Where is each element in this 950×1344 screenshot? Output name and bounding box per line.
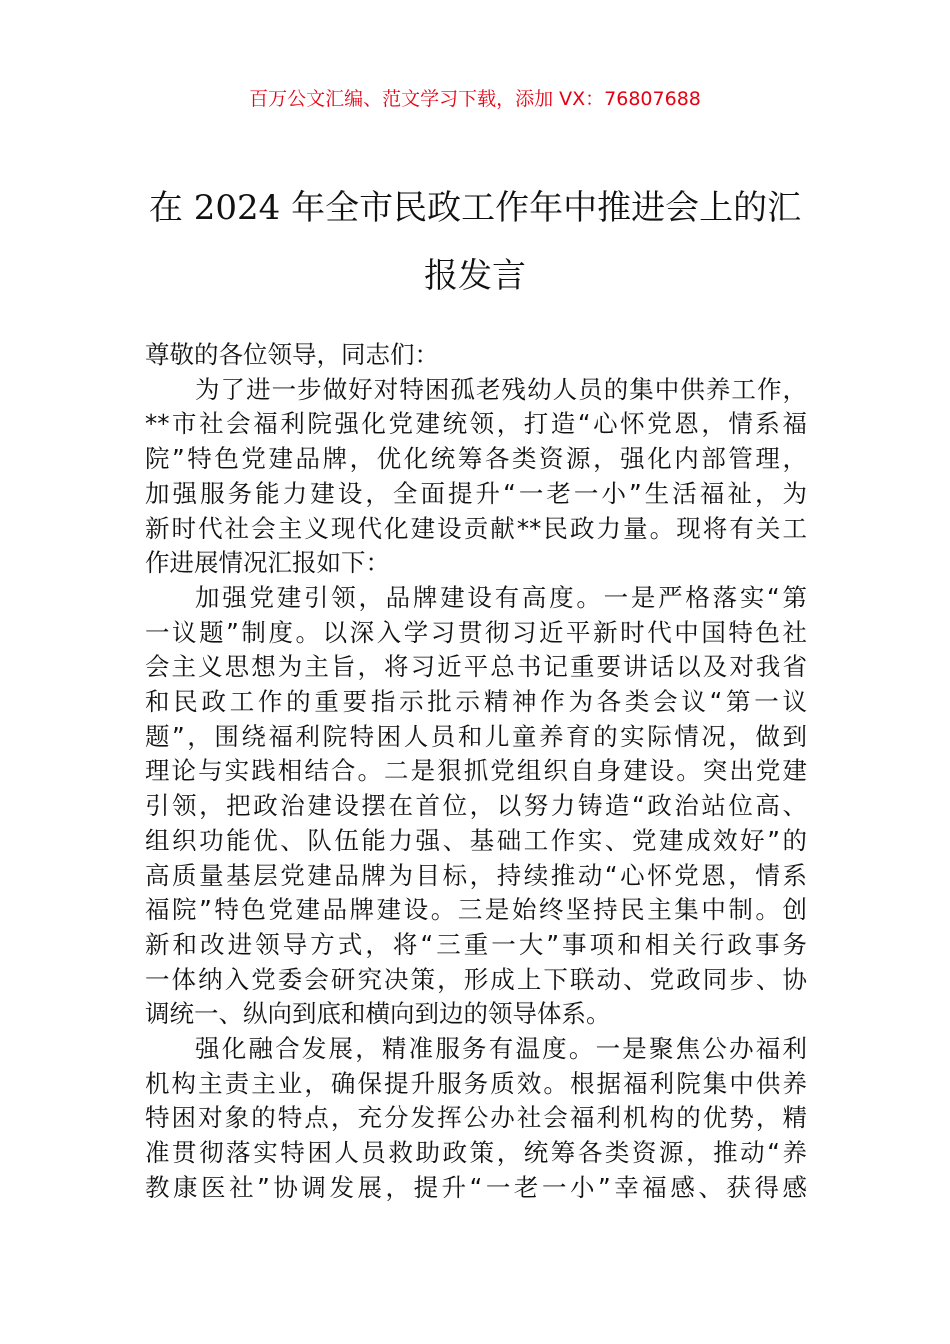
paragraph-line: 一议题”制度。以深入学习贯彻习近平新时代中国特色社 [145,617,807,647]
paragraph-line: 福院”特色党建品牌建设。三是始终坚持民主集中制。创 [145,895,807,925]
paragraph-line: 院”特色党建品牌，优化统筹各类资源，强化内部管理， [145,444,807,474]
paragraph-line: 会主义思想为主旨，将习近平总书记重要讲话以及对我省 [145,652,807,682]
paragraph [145,1032,807,1206]
paragraph-line: 作进展情况汇报如下： [145,548,390,578]
paragraph-line: 准贯彻落实特困人员救助政策，统筹各类资源，推动“养 [145,1138,807,1168]
paragraph-line: 新时代社会主义现代化建设贡献**民政力量。现将有关工 [145,513,807,543]
paragraph-line: 理论与实践相结合。二是狠抓党组织自身建设。突出党建 [145,756,807,786]
paragraph-line: 加强党建引领，品牌建设有高度。一是严格落实“第 [195,582,807,612]
paragraph-line: 引领，把政治建设摆在首位，以努力铸造“政治站位高、 [145,791,807,821]
watermark-header: 百万公文汇编、范文学习下载，添加 VX：76807688 [249,88,701,110]
paragraph-line: 和民政工作的重要指示批示精神作为各类会议“第一议 [145,687,807,717]
paragraph-line: 一体纳入党委会研究决策，形成上下联动、党政同步、协 [145,964,807,994]
paragraph-line: 题”，围绕福利院特困人员和儿童养育的实际情况，做到 [145,721,807,751]
paragraph-line: **市社会福利院强化党建统领，打造“心怀党恩，情系福 [145,409,807,439]
title-line: 报发言 [424,256,526,296]
paragraph-line: 新和改进领导方式，将“三重一大”事项和相关行政事务 [145,929,807,959]
paragraph-line: 强化融合发展，精准服务有温度。一是聚焦公办福利 [195,1034,807,1064]
paragraph-line: 教康医社”协调发展，提升“一老一小”幸福感、获得感 [145,1172,807,1202]
paragraph-line: 为了进一步做好对特困孤老残幼人员的集中供养工作， [195,374,807,404]
document-title [120,174,830,310]
paragraph-line: 特困对象的特点，充分发挥公办社会福利机构的优势，精 [145,1103,807,1133]
paragraph-line: 组织功能优、队伍能力强、基础工作实、党建成效好”的 [145,825,807,855]
title-line: 在 2024 年全市民政工作年中推进会上的汇 [148,188,802,228]
paragraph-line: 机构主责主业，确保提升服务质效。根据福利院集中供养 [145,1068,807,1098]
paragraph-line: 调统一、纵向到底和横向到边的领导体系。 [145,999,611,1029]
paragraph-line: 加强服务能力建设，全面提升“一老一小”生活福祉，为 [145,478,807,508]
paragraph [145,581,807,1032]
document-body [145,338,807,1206]
paragraph-line: 高质量基层党建品牌为目标，持续推动“心怀党恩，情系 [145,860,807,890]
paragraph [145,373,807,581]
salutation: 尊敬的各位领导，同志们： [145,340,439,369]
paragraphs [145,373,807,1206]
